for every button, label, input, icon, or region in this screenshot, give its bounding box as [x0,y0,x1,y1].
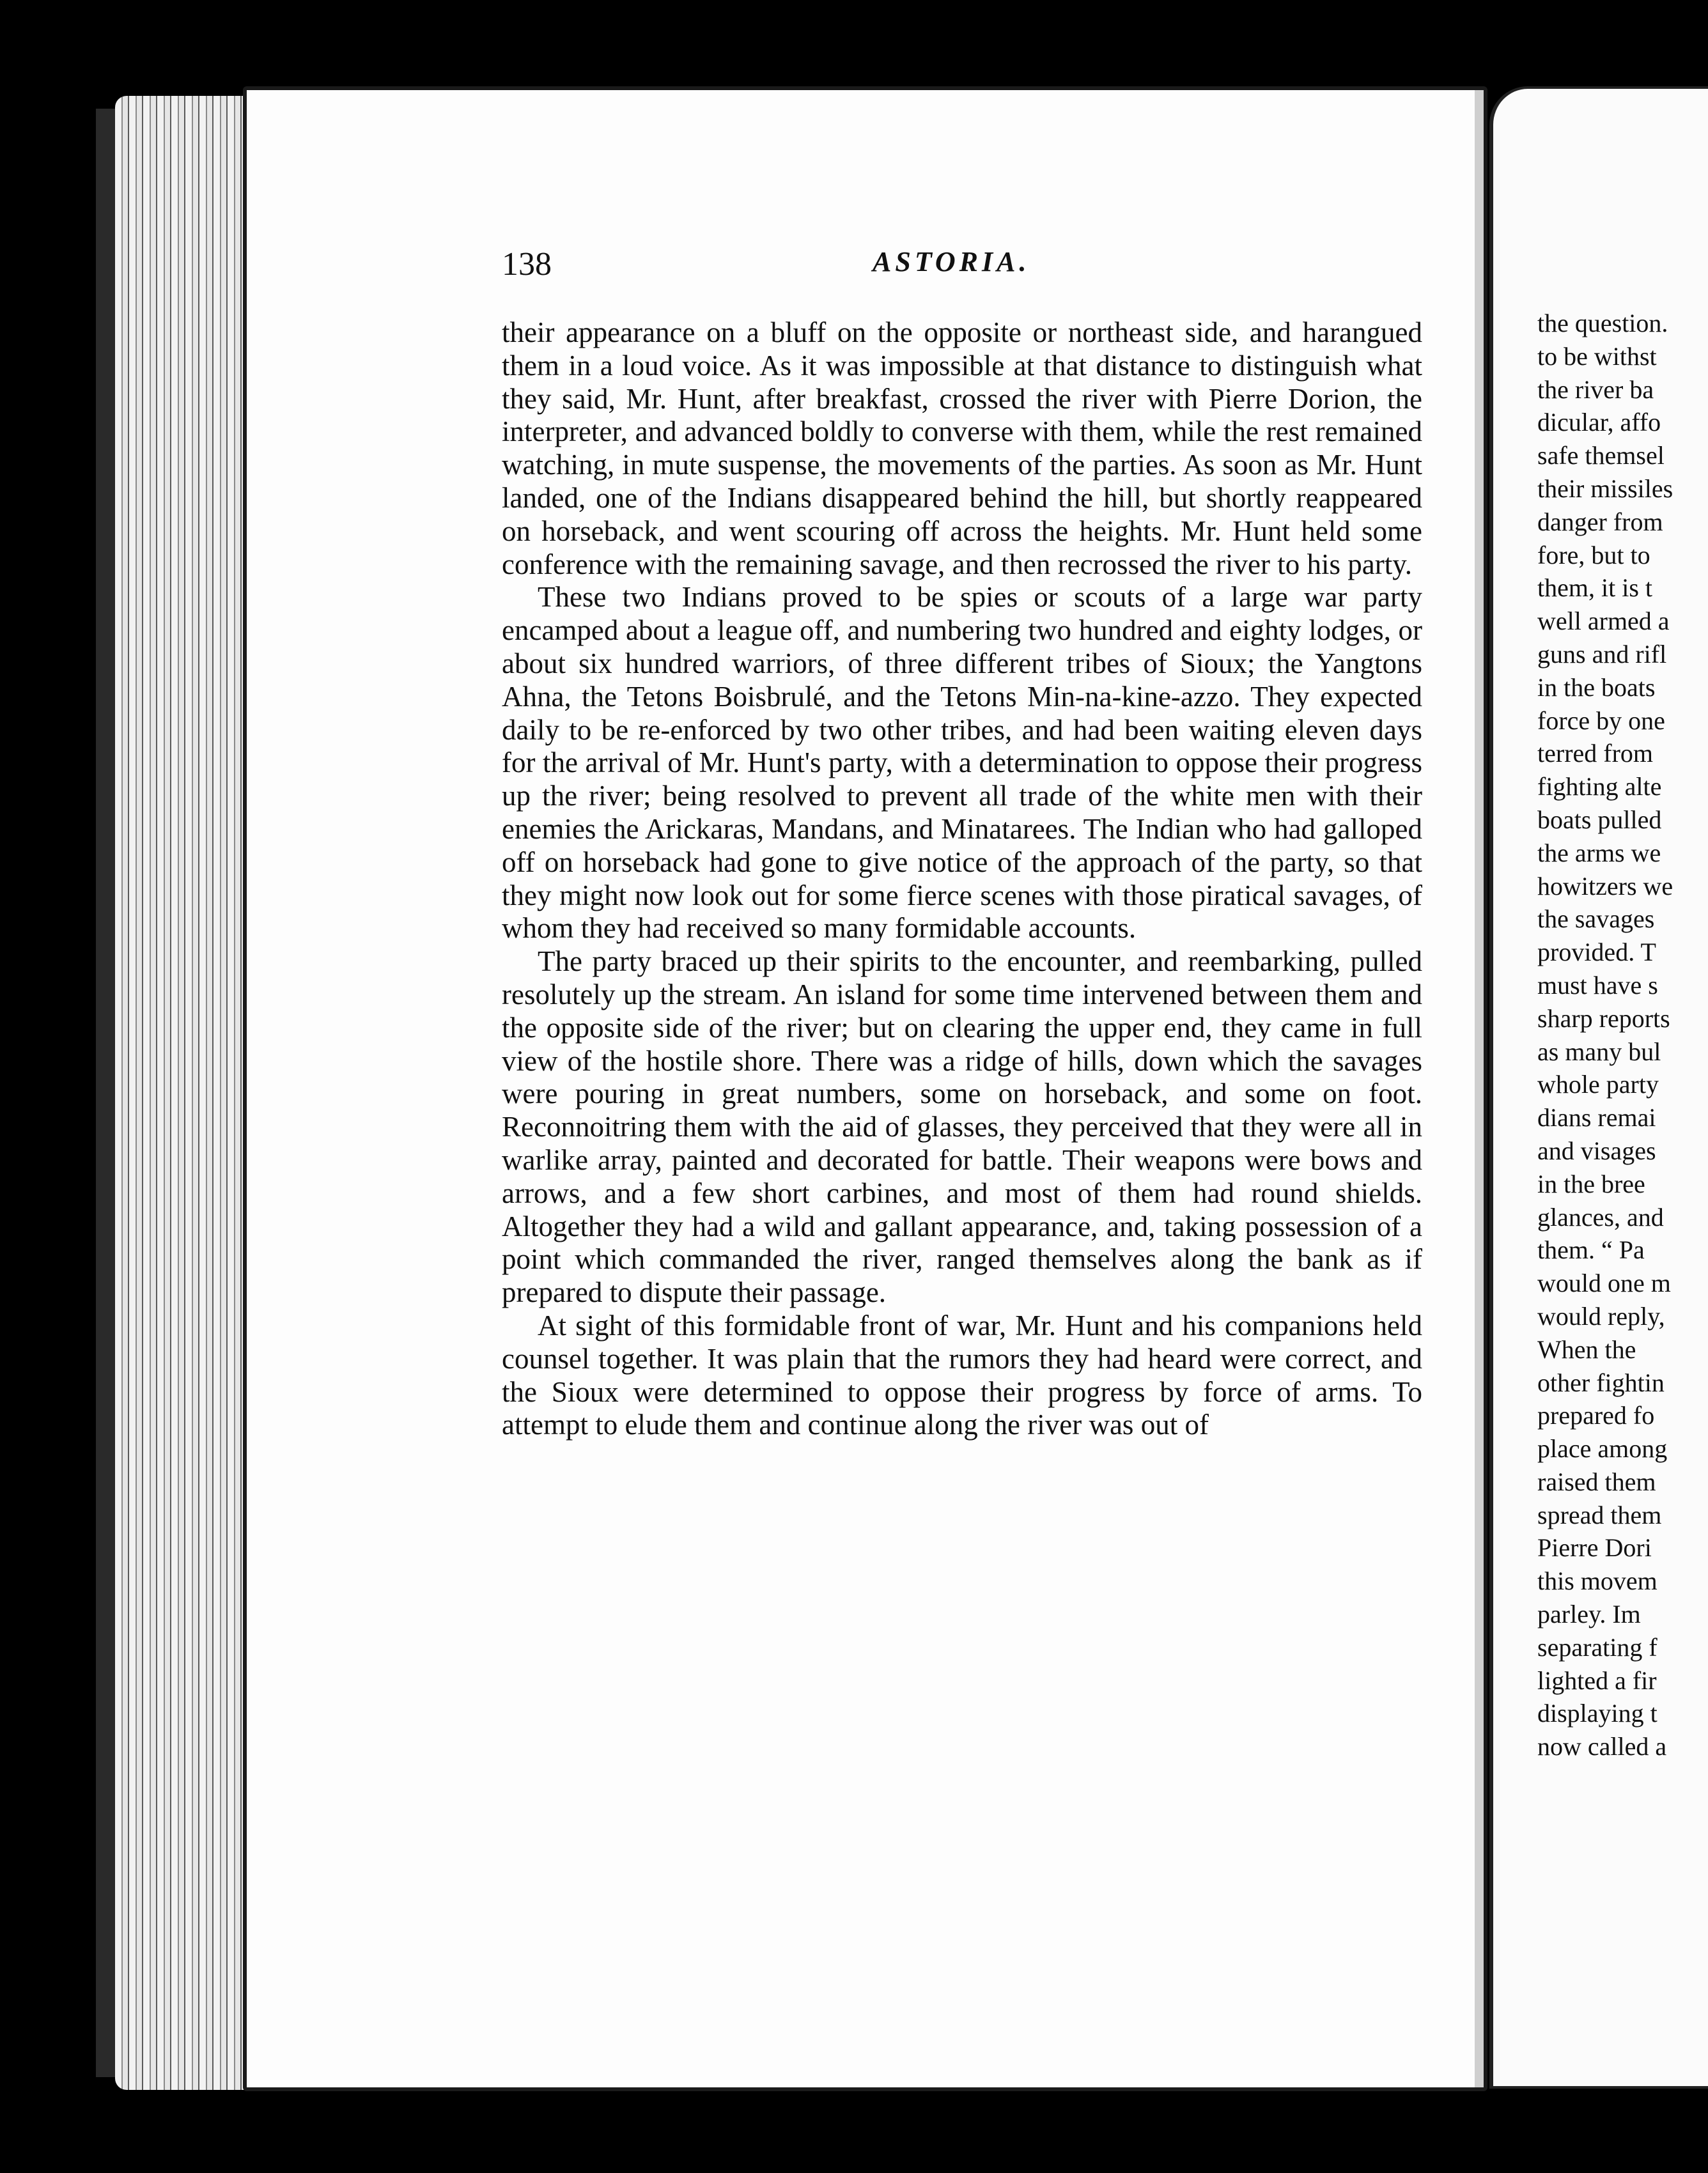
facing-page-line: to be withst [1537,341,1657,371]
facing-page-line: boats pulled [1537,805,1662,834]
facing-page-line: separating f [1537,1632,1658,1662]
facing-page-line: glances, and [1537,1202,1664,1232]
facing-page-line: provided. T [1537,938,1656,967]
facing-page-line: fore, but to [1537,540,1650,569]
facing-page-line: well armed a [1537,607,1670,636]
facing-page-line: Pierre Dori [1537,1533,1652,1563]
facing-page-line: prepared fo [1537,1401,1655,1430]
facing-page-text [1537,307,1708,1763]
facing-page-line: would one m [1537,1269,1671,1298]
facing-page-line: dians remai [1537,1103,1656,1133]
paragraph-4: At sight of this formidable front of war, Mr. Hunt and his companions held counsel together. It was plain that the rumors they had heard were correct, and the Sioux were determined to oppose their progress by force of arms. To attempt to elude them and continue along the river was out of [502,1309,1422,1441]
facing-page-line: would reply, [1537,1301,1665,1331]
facing-page-line: whole party [1537,1070,1659,1099]
facing-page-line: guns and rifl [1537,639,1667,669]
facing-page-line: the river ba [1537,375,1654,404]
facing-page-line: must have s [1537,970,1658,1000]
running-head [502,245,1425,284]
facing-page-line: terred from [1537,739,1654,768]
facing-page-line: them. “ Pa [1537,1235,1645,1265]
page-title: ASTORIA. [873,246,1030,277]
facing-page-line: as many bul [1537,1037,1661,1066]
paragraph-2: These two Indians proved to be spies or scouts of a large war party encamped about a league off, and numbering two hundred and eighty lodges, or about six hundred warriors, of three different tribes of Sioux; the Yangtons Ahna, the Tetons Boisbrulé, and the Tetons Min-na-kine-azzo. They expected daily to be re-enforced by two other tribes, and had been waiting eleven days for the arrival of Mr. Hunt's party, with a determination to oppose their progress up the river; being resolved to prevent all trade of the white men with their enemies the Arickaras, Mandans, and Minatarees. The Indian who had galloped off on horseback had gone to give notice of the approach of the party, so that they might now look out for some fierce scenes with those piratical savages, of whom they had received so many formidable accounts. [502,581,1422,945]
facing-page-line: spread them [1537,1500,1662,1529]
facing-page-line: lighted a fir [1537,1666,1657,1695]
facing-page-line: the question. [1537,309,1668,337]
facing-page-line: in the bree [1537,1169,1645,1198]
facing-page-line: danger from [1537,507,1663,536]
facing-page-line: dicular, affo [1537,408,1661,437]
facing-page-line: displaying t [1537,1699,1658,1728]
facing-page-line: the arms we [1537,838,1661,867]
paragraph-1: their appearance on a bluff on the opposite or northeast side, and harangued them in a loud voice. As it was impossible at that distance to distinguish what they said, Mr. Hunt, after breakfast, crossed the river with Pierre Dorion, the interpreter, and advanced boldly to converse with them, while the rest remained watching, in mute suspense, the movements of the parties. As soon as Mr. Hunt landed, one of the Indians disappeared behind the hill, but shortly reappeared on horseback, and went scouring off across the heights. Mr. Hunt held some conference with the remaining savage, and then recrossed the river to his party. [502,316,1422,580]
paragraph-3: The party braced up their spirits to the encounter, and reembarking, pulled resolutely up the stream. An island for some time intervened between them and the opposite side of the river; but on clearing the upper end, they came in full view of the hostile shore. There was a ridge of hills, down which the savages were pouring in great numbers, some on horseback, and some on foot. Reconnoitring them with the aid of glasses, they perceived that they were all in warlike array, painted and decorated for battle. Their weapons were bows and arrows, and a few short carbines, and most of them had round shields. Altogether they had a wild and gallant appearance, and, taking possession of a point which commanded the river, ranged themselves along the bank as if prepared to dispute their passage. [502,945,1422,1309]
facing-page-line: howitzers we [1537,871,1673,901]
facing-page-line: this movem [1537,1566,1658,1596]
facing-page-line: fighting alte [1537,772,1662,801]
facing-page-line: now called a [1537,1732,1667,1761]
book-page-edges [115,96,256,2090]
facing-page-line: sharp reports [1537,1003,1670,1033]
facing-page-line: their missiles [1537,474,1673,503]
facing-page-line: in the boats [1537,672,1656,702]
facing-page-line: the savages [1537,904,1655,934]
facing-page-line: place among [1537,1434,1668,1464]
facing-page-line: raised them [1537,1467,1656,1496]
facing-page-line: and visages [1537,1136,1656,1165]
facing-page-line: When the [1537,1334,1636,1364]
page-number: 138 [502,246,552,282]
facing-page-line: safe themsel [1537,441,1665,470]
body-text [502,316,1422,1442]
facing-page-line: parley. Im [1537,1600,1641,1629]
facing-page-line: them, it is t [1537,573,1652,603]
facing-page-line: other fightin [1537,1368,1665,1397]
facing-page-line: force by one [1537,706,1665,735]
